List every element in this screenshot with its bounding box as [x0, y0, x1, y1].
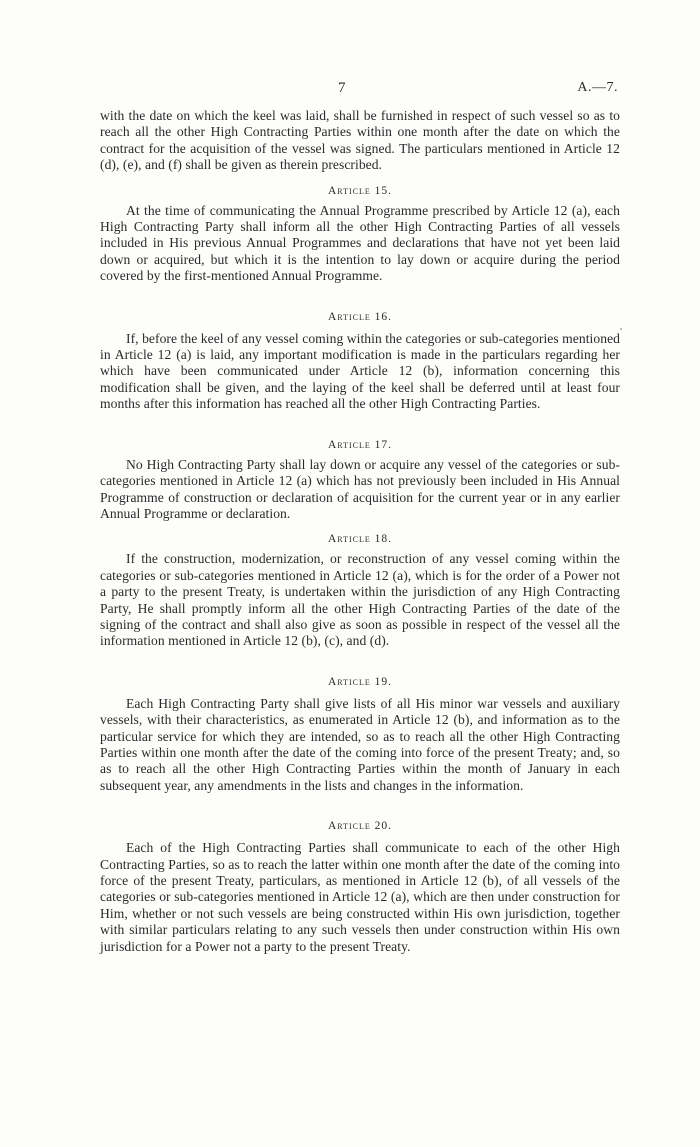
article-paragraph: If the construction, modernization, or reconstruction of any vessel coming within the categories or sub-categories mentioned in Article 12 (a), which is for the order of a Power not a party to the present Treaty, is undertaken within the jurisdiction of any High Contracting Party, He shall promptly inform all the other High Contracting Parties of the date of the signing of the contract and shall also give as soon as possible in respect of the vessel all the information mentioned in Article 12 (b), (c), and (d). [100, 551, 620, 649]
page-number: 7 [338, 80, 346, 96]
article-heading: Article 20. [327, 820, 393, 833]
article-paragraph: If, before the keel of any vessel coming within the categories or sub-categories mentioned in Article 12 (a) is laid, any important modification is made in the particulars regarding her which have been communicated under Article 12 (b), information concerning this modification shall be given, and the laying of the keel shall be deferred until at least four months after this information has reached all the other High Contracting Parties. [100, 330, 620, 412]
intro-paragraph: with the date on which the keel was laid, shall be furnished in respect of such vessel so as to reach all the other High Contracting Parties within one month after the date on which the contract for the acquisition of the vessel was signed. The particulars mentioned in Article 12 (d), (e), and (f) shall be given as therein prescribed. [100, 108, 620, 173]
document-body [100, 108, 620, 955]
article-paragraph: At the time of communicating the Annual Programme prescribed by Article 12 (a), each High Contracting Party shall inform all the other High Contracting Parties of all vessels included in His previous Annual Programmes and declarations that have not yet been laid down or acquired, but which it is the intention to lay down or acquire during the period covered by the first-mentioned Annual Programme. [100, 202, 620, 284]
article-heading: Article 19. [327, 675, 393, 688]
margin-speck [620, 328, 622, 330]
paper-reference: A.—7. [577, 80, 618, 95]
article-paragraph: Each of the High Contracting Parties shall communicate to each of the other High Contracting Parties, so as to reach the latter within one month after the date of the coming into force of the present Treaty, particulars, as mentioned in Article 12 (b), of all vessels of the categories or sub-categories mentioned in Article 12 (a), which are then under construction for Him, whether or not such vessels are being constructed within His own jurisdiction, together with similar particulars relating to any such vessels then under construction within His own jurisdiction for a Power not a party to the present Treaty. [100, 840, 620, 954]
article-heading: Article 16. [327, 310, 393, 323]
article-heading: Article 17. [327, 438, 393, 451]
article-paragraph: No High Contracting Party shall lay down or acquire any vessel of the categories or sub-categories mentioned in Article 12 (a) which has not previously been included in His Annual Programme of construction or declaration of acquisition for the current year or in any earlier Annual Programme or declaration. [100, 456, 620, 521]
article-heading: Article 18. [327, 533, 393, 546]
article-heading: Article 15. [327, 184, 393, 197]
article-paragraph: Each High Contracting Party shall give lists of all His minor war vessels and auxiliary vessels, with their characteristics, as enumerated in Article 12 (b), and information as to the particular service for which they are intended, so as to reach all the other High Contracting Parties within one month after the date of the coming into force of the present Treaty; and, so as to reach all the other High Contracting Parties within the month of January in each subsequent year, any amendments in the lists and changes in the information. [100, 695, 620, 793]
